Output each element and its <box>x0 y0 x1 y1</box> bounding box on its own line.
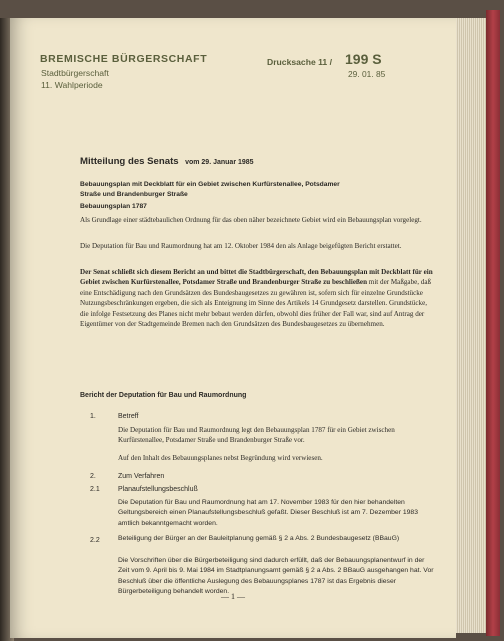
subject-line-2: Straße und Brandenburger Straße <box>80 191 188 198</box>
section-1-number: 1. <box>90 413 96 420</box>
legislative-period: 11. Wahlperiode <box>41 80 103 90</box>
subject-line-1: Bebauungsplan mit Deckblatt für ein Gebiet zwischen Kurfürstenallee, Potsdamer <box>80 181 340 188</box>
page-title <box>80 151 254 169</box>
document-number: 199 S <box>345 51 382 67</box>
org-subtitle: Stadtbürgerschaft <box>41 68 109 78</box>
intro-paragraph-1: Als Grundlage einer städtebaulichen Ordnung für das oben näher bezeichnete Gebiet wird ein Bebauungsplan vorgelegt. <box>80 216 422 224</box>
section-2-title: Zum Verfahren <box>118 473 165 480</box>
report-heading: Bericht der Deputation für Bau und Raumordnung <box>80 392 247 399</box>
section-2-1-number: 2.1 <box>90 486 100 493</box>
intro-paragraph-2: Die Deputation für Bau und Raumordnung hat am 12. Oktober 1984 den als Anlage beigefügten Bericht erstattet. <box>80 242 402 250</box>
title-main: Mitteilung des Senats <box>80 156 179 167</box>
section-2-1-title: Planaufstellungsbeschluß <box>118 486 198 493</box>
section-2-2-paragraph: Die Vorschriften über die Bürgerbeteiligung sind dadurch erfüllt, daß der Bebauungsplanentwurf in der Zeit vom 9. April bis 9. Mai 1984 im Stadtplanungsamt gemäß § 2 a Abs. 2 BBauG ausgehangen hat. Vor Beschluß über die öffentliche Auslegung des Bebauungsplanes 1787 ist das Ergebnis dieser Bürgerbeteiligung behandelt worden. <box>118 557 434 596</box>
senate-resolution: Der Senat schließt sich diesem Bericht an und bittet die Stadtbürgerschaft, den Bebauungsplan mit Deckblatt für ein Gebiet zwischen Kurfürstenallee, Potsdamer Straße und Brandenburger Straße zu beschließen <box>80 268 433 287</box>
subject-line-3: Bebauungsplan 1787 <box>80 203 147 210</box>
section-2-1-paragraph: Die Deputation für Bau und Raumordnung hat am 17. November 1983 für den hier behandelten Geltungsbereich einen Planaufstellungsbeschluß gefaßt. Dieser Beschluß ist am 7. Dezember 1983 amtlich bekanntgemacht worden. <box>118 499 418 527</box>
document-label: Drucksache 11 / <box>267 57 332 67</box>
title-date: vom 29. Januar 1985 <box>185 159 254 166</box>
binder-cover <box>486 10 500 636</box>
document-date: 29. 01. 85 <box>348 69 386 79</box>
intro-paragraph-3 <box>80 267 436 329</box>
page-number: — 1 — <box>221 592 245 601</box>
section-1-paragraph-1: Die Deputation für Bau und Raumordnung legt den Bebauungsplan 1787 für ein Gebiet zwischen Kurfürstenallee, Potsdamer Straße und Brandenburger Straße vor. <box>118 426 395 445</box>
stacked-page-edges <box>456 18 486 633</box>
section-2-2-title: Beteiligung der Bürger an der Bauleitplanung gemäß § 2 a Abs. 2 Bundesbaugesetz (BBauG) <box>118 535 400 542</box>
section-2-2-number: 2.2 <box>90 537 100 544</box>
document-page <box>10 18 456 638</box>
section-1-paragraph-2: Auf den Inhalt des Bebauungsplanes nebst Begründung wird verwiesen. <box>118 454 323 462</box>
org-name: BREMISCHE BÜRGERSCHAFT <box>40 53 208 65</box>
section-1-title: Betreff <box>118 413 139 420</box>
senate-resolution-rest: mit der Maßgabe, daß eine Entschädigung nach den Grundsätzen des Bundesbaugesetzes zu gewähren ist, sofern sich für einzelne Grundstücke Nutzungsbeschränkungen ergeben, die sich als Enteignung im Sinne des Artikels 14 Grundgesetz darstellen. Grundstücke, die infolge Festsetzung des Planes nicht mehr bebaut werden dürfen, obwohl dies früher der Fall war, sind auf Antrag der Eigentümer von der Stadtgemeinde Bremen nach den Grundsätzen des Bundesbaugesetzes zu übernehmen. <box>80 278 432 329</box>
section-2-number: 2. <box>90 473 96 480</box>
